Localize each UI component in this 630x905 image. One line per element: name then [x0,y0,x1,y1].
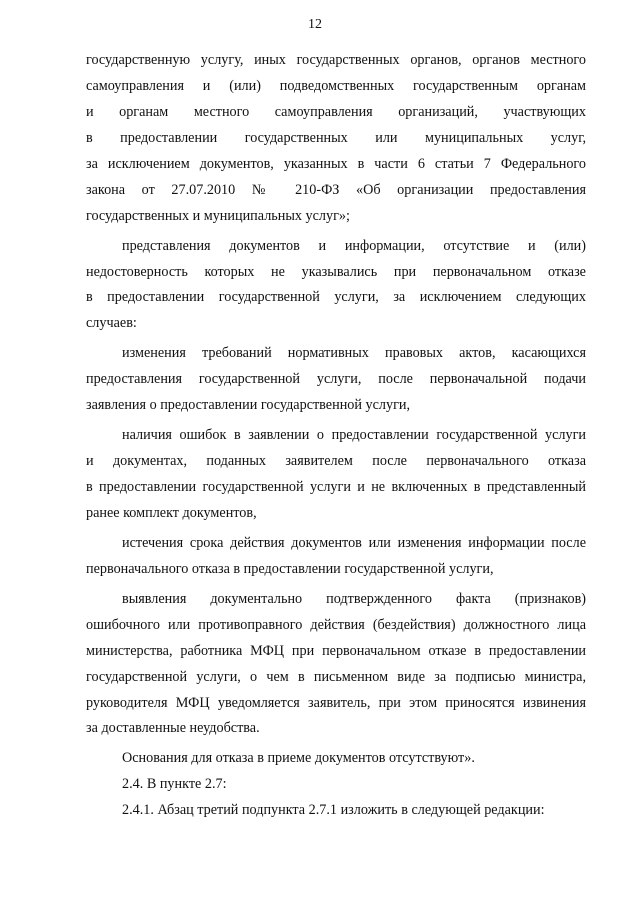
text-line: первоначального отказа в предоставлении государственной услуги, [86,560,494,577]
body-text [86,48,586,824]
text-line: в предоставлении государственной услуги и не включенных в представленный [86,479,586,495]
text-line: заявления о предоставлении государственной услуги, [86,397,411,414]
text-line: министерства, работника МФЦ при первоначальном отказе в предоставлении [86,642,586,659]
text-line: ранее комплект документов, [86,504,257,521]
text-line: руководителя МФЦ уведомляется заявитель, при этом приносятся извинения [86,694,586,711]
text-line: государственных и муниципальных услуг»; [86,207,350,224]
text-line: за доставленные неудобства. [86,720,260,737]
text-line: и органам местного самоуправления организаций, участвующих [86,103,586,120]
text-line: государственной услуги, о чем в письменном виде за подписью министра, [86,668,586,685]
text-line: истечения срока действия документов или изменения информации после [122,534,586,551]
text-line: представления документов и информации, отсутствие и (или) [122,237,586,254]
text-line: недостоверность которых не указывались при первоначальном отказе [86,263,586,280]
text-line: государственную услугу, иных государственных органов, органов местного [86,52,586,68]
text-line: наличия ошибок в заявлении о предоставлении государственной услуги [122,427,586,444]
text-line: за исключением документов, указанных в части 6 статьи 7 Федерального [86,155,586,172]
text-line: предоставления государственной услуги, после первоначальной подачи [86,371,586,388]
text-line: выявления документально подтвержденного факта (признаков) [122,590,586,607]
text-line: самоуправления и (или) подведомственных государственным органам [86,77,586,94]
text-line: Основания для отказа в приеме документов отсутствуют». [122,750,475,767]
text-line: в предоставлении государственной услуги, за исключением следующих [86,289,586,306]
text-line: случаев: [86,315,137,332]
text-line: закона от 27.07.2010 № 210-ФЗ «Об организации предоставления [86,181,586,198]
text-line: и документах, поданных заявителем после первоначального отказа [86,453,586,470]
text-line: в предоставлении государственных или муниципальных услуг, [86,129,586,146]
page-number: 12 [308,17,322,32]
text-line: 2.4.1. Абзац третий подпункта 2.7.1 изложить в следующей редакции: [122,802,545,819]
text-line: изменения требований нормативных правовых актов, касающихся [122,345,586,362]
text-line: 2.4. В пункте 2.7: [122,776,227,793]
text-line: ошибочного или противоправного действия (бездействия) должностного лица [86,616,586,633]
